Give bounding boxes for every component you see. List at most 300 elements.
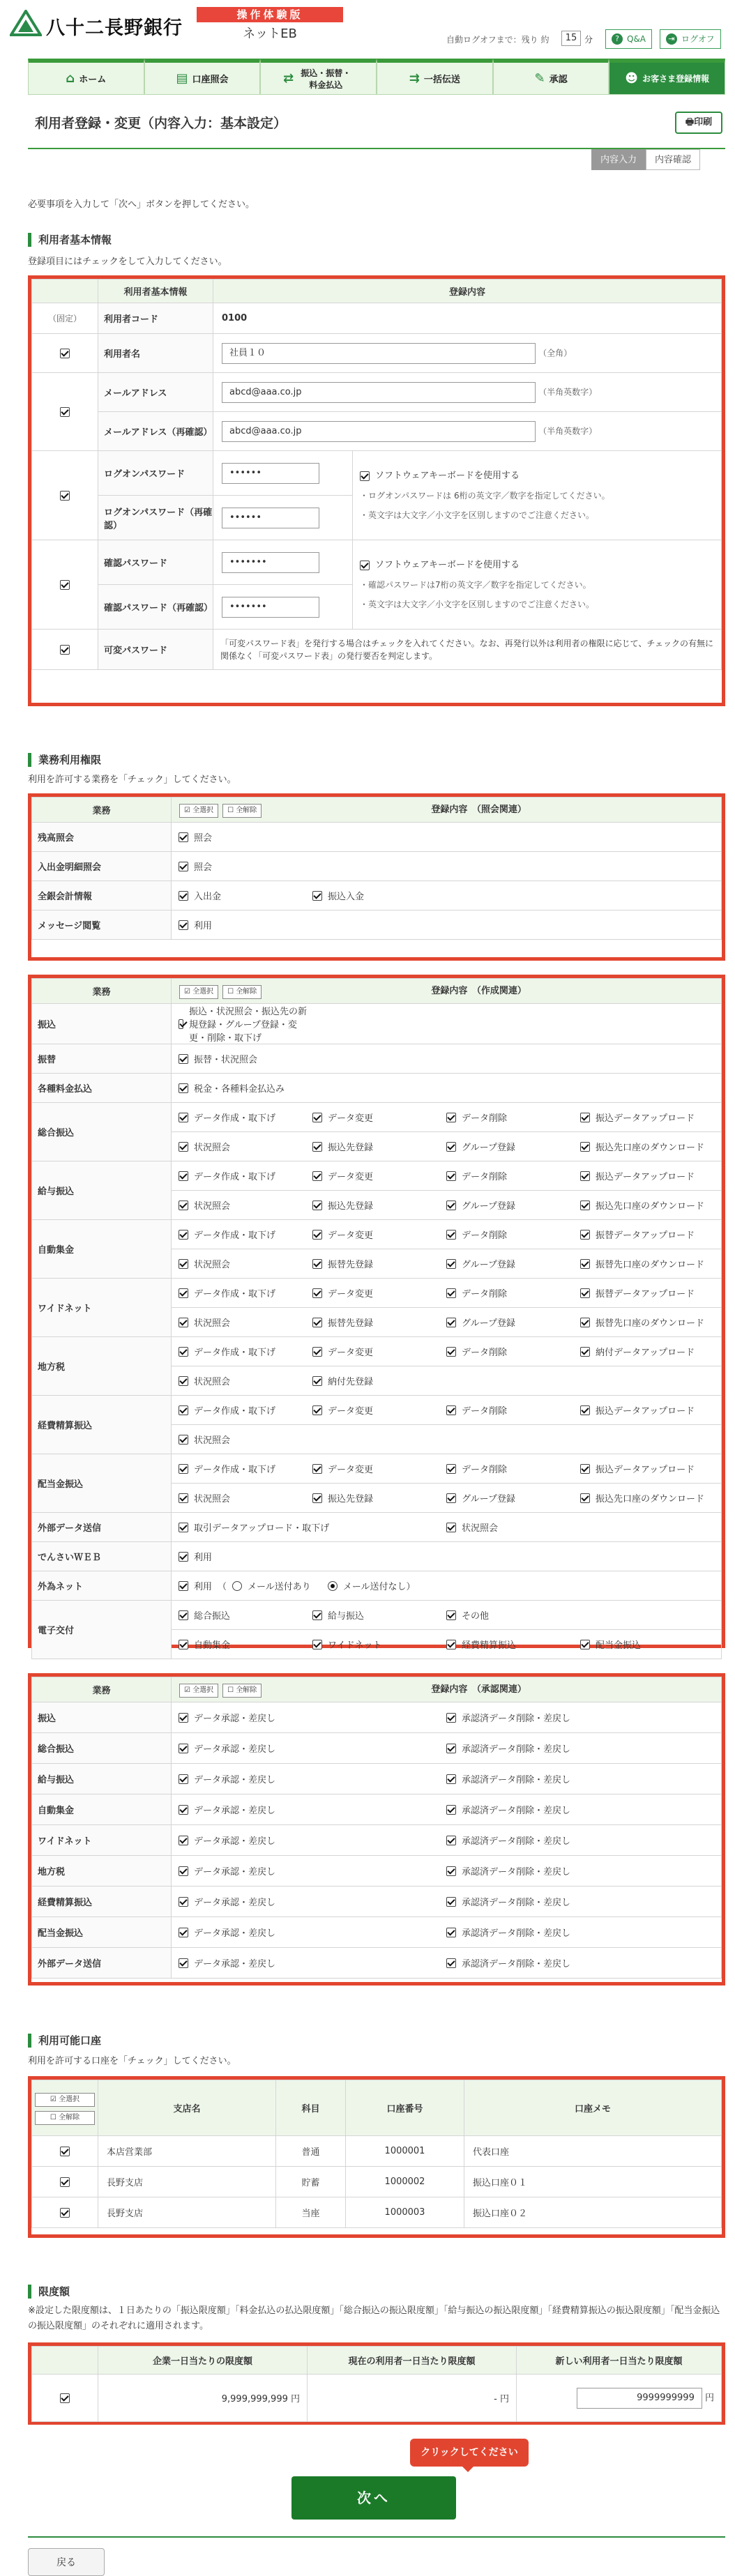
perm-option[interactable]	[580, 1462, 714, 1475]
account-type: 普通	[276, 2136, 346, 2167]
perm-option[interactable]	[580, 1403, 714, 1417]
perm-option[interactable]	[580, 1111, 714, 1124]
mail-confirm-input[interactable]: abcd@aaa.co.jp	[222, 421, 536, 442]
col-biz-3: 業務	[32, 1677, 172, 1702]
perm-label: グループ登録	[462, 1494, 515, 1504]
account-branch: 長野支店	[98, 2167, 276, 2197]
biz-name: 電子交付	[32, 1601, 172, 1659]
mail-input[interactable]: abcd@aaa.co.jp	[222, 382, 536, 403]
perm-option[interactable]	[446, 1521, 714, 1534]
perm-option[interactable]	[312, 1638, 446, 1651]
perm-option[interactable]	[179, 1140, 312, 1153]
perm-option[interactable]	[446, 1638, 580, 1651]
perm-label: 振込先口座のダウンロード	[596, 1201, 705, 1212]
perm-option[interactable]	[312, 1111, 446, 1124]
perm-option[interactable]	[312, 1257, 446, 1270]
checkbox[interactable]	[446, 1744, 456, 1753]
company-limit-value: 9,999,999,999 円	[98, 2375, 308, 2422]
back-button[interactable]: 戻る	[28, 2548, 105, 2576]
perm-option[interactable]	[179, 1198, 312, 1212]
perm-option[interactable]	[179, 1169, 312, 1182]
conf-sw-kb-checkbox[interactable]	[360, 561, 370, 570]
logon-pw-note: ・ログオンパスワードは 6桁の英文字／数字を指定してください。	[360, 490, 610, 501]
checkbox[interactable]	[179, 1744, 188, 1753]
perm-option[interactable]	[312, 1169, 446, 1182]
checkbox[interactable]	[312, 1318, 322, 1327]
t2-options	[172, 1308, 722, 1337]
t1-options	[172, 823, 722, 852]
logon-pw-checkbox[interactable]	[60, 491, 70, 501]
perm-option[interactable]	[580, 1140, 714, 1153]
var-pw-checkbox[interactable]	[60, 645, 70, 655]
checkbox[interactable]	[312, 1493, 322, 1503]
basic-info-table	[31, 279, 722, 670]
perm-option[interactable]	[580, 1491, 714, 1504]
checkbox[interactable]	[580, 1201, 590, 1210]
denshi-label: 配当金振込	[596, 1640, 642, 1651]
logon-sw-kb-checkbox[interactable]	[360, 471, 370, 481]
denshi-label: 給与振込	[328, 1611, 365, 1622]
checkbox[interactable]	[580, 1113, 590, 1122]
perm-option[interactable]	[179, 1521, 446, 1534]
perm-option[interactable]	[312, 1286, 446, 1300]
checkbox[interactable]	[179, 920, 188, 930]
user-name-input[interactable]: 社員１０	[222, 343, 536, 364]
checkbox[interactable]	[179, 1610, 188, 1620]
perm-option[interactable]	[179, 1462, 312, 1475]
perm-label: データ変更	[328, 1289, 374, 1300]
perm-option[interactable]	[179, 1956, 446, 1969]
checkbox[interactable]	[446, 1230, 456, 1240]
checkbox[interactable]	[179, 1774, 188, 1784]
header	[0, 0, 735, 54]
perm-option[interactable]	[446, 1345, 580, 1358]
t2-options	[172, 1220, 722, 1249]
perm-option[interactable]	[179, 1864, 446, 1877]
nav-customer-info[interactable]: ☻ お客さま登録情報	[609, 59, 725, 95]
section-limit-heading: 限度額	[28, 2285, 70, 2299]
option-grid	[172, 1772, 721, 1785]
checkbox[interactable]	[446, 1805, 456, 1815]
perm-option[interactable]	[179, 918, 312, 931]
next-button[interactable]: 次へ	[291, 2476, 456, 2520]
checkbox[interactable]	[179, 1171, 188, 1181]
perm-label: データ削除	[462, 1113, 508, 1124]
perm-option[interactable]	[312, 889, 446, 902]
approve-label: データ承認・差戻し	[194, 1775, 276, 1785]
checkbox[interactable]	[179, 1288, 188, 1298]
checkbox[interactable]	[312, 1113, 322, 1122]
checkbox[interactable]	[580, 1259, 590, 1269]
perm-label: データ作成・取下げ	[194, 1289, 276, 1300]
biz-name: 総合振込	[32, 1103, 172, 1161]
option-grid	[172, 830, 721, 844]
account-checkbox[interactable]	[60, 2208, 70, 2218]
perm-option[interactable]	[179, 1834, 446, 1847]
perm-label: 振込データアップロード	[596, 1465, 695, 1475]
perm-option[interactable]	[446, 1462, 580, 1475]
biz-name: 振込	[32, 1702, 172, 1733]
perm-option[interactable]	[312, 1140, 446, 1153]
perm-create-box	[28, 975, 725, 1651]
option-grid	[172, 1462, 721, 1475]
checkbox[interactable]	[179, 1928, 188, 1937]
checkbox[interactable]	[179, 1493, 188, 1503]
perm-inquiry-table	[31, 797, 722, 940]
perm-label: 振込・状況照会・振込先の新規登録・グループ登録・変更・削除・取下げ	[188, 1007, 307, 1044]
conf-pw-confirm-input[interactable]: •••••••	[222, 597, 319, 618]
conf-pw-checkbox[interactable]	[60, 580, 70, 590]
perm-option[interactable]	[580, 1286, 714, 1300]
checkbox[interactable]	[580, 1230, 590, 1240]
checkbox[interactable]	[179, 1259, 188, 1269]
perm-option[interactable]	[580, 1198, 714, 1212]
checkbox[interactable]	[179, 1866, 188, 1876]
t3-options	[172, 1856, 722, 1887]
perm-label: データ作成・取下げ	[194, 1113, 276, 1124]
perm-option[interactable]	[446, 1198, 580, 1212]
t2-options	[172, 1425, 722, 1454]
perm-option[interactable]	[580, 1638, 714, 1651]
checkbox[interactable]	[179, 832, 188, 842]
perm-option[interactable]	[179, 830, 312, 844]
bulk-send-icon: ⇉	[409, 71, 420, 86]
t2-options	[172, 1484, 722, 1513]
checkbox[interactable]	[179, 1318, 188, 1327]
option-grid	[172, 1956, 721, 1969]
gaitame-use-checkbox[interactable]	[179, 1581, 188, 1591]
perm-option[interactable]	[446, 1111, 580, 1124]
checkbox[interactable]	[446, 1928, 456, 1937]
perm-option[interactable]	[446, 1140, 580, 1153]
perm-label: 振替・状況照会	[194, 1055, 258, 1065]
checkbox[interactable]	[312, 1259, 322, 1269]
checkbox[interactable]	[446, 1464, 456, 1474]
perm-option[interactable]	[312, 1198, 446, 1212]
perm-option[interactable]	[446, 1257, 580, 1270]
checkbox[interactable]	[312, 1201, 322, 1210]
perm-option[interactable]	[580, 1257, 714, 1270]
checkbox[interactable]	[446, 1866, 456, 1876]
option-grid	[172, 1257, 721, 1270]
checkbox[interactable]	[312, 1288, 322, 1298]
checkbox[interactable]	[179, 1083, 188, 1093]
perm-option[interactable]	[446, 1803, 714, 1816]
nav-home[interactable]: ⌂ ホーム	[28, 59, 144, 95]
checkbox[interactable]	[179, 1201, 188, 1210]
perm-option[interactable]	[446, 1742, 714, 1755]
perm-label: グループ登録	[462, 1201, 515, 1212]
perm-option[interactable]	[446, 1711, 714, 1724]
nav-transfer[interactable]: ⇄ 振込・振替・料金払込	[260, 59, 377, 95]
checkbox[interactable]	[580, 1347, 590, 1357]
checkbox[interactable]	[446, 1201, 456, 1210]
perm-option[interactable]	[179, 1803, 446, 1816]
biz-name: 経費精算振込	[32, 1396, 172, 1454]
perm-label: 状況照会	[194, 1201, 231, 1212]
option-grid	[172, 1521, 721, 1534]
checkbox[interactable]	[446, 1113, 456, 1122]
checkbox[interactable]	[446, 1836, 456, 1845]
perm-option[interactable]	[446, 1956, 714, 1969]
checkbox[interactable]	[580, 1464, 590, 1474]
perm-label: データ変更	[328, 1348, 374, 1358]
perm-option[interactable]	[179, 1772, 446, 1785]
perm-option[interactable]	[446, 1491, 580, 1504]
checkbox[interactable]	[179, 1805, 188, 1815]
perm-option[interactable]	[312, 1228, 446, 1241]
perm-option[interactable]	[446, 1228, 580, 1241]
checkbox[interactable]	[179, 1640, 188, 1649]
perm-option[interactable]	[179, 1638, 312, 1651]
perm-option[interactable]	[179, 1004, 312, 1044]
checkbox[interactable]	[580, 1318, 590, 1327]
checkbox[interactable]	[179, 1435, 188, 1445]
checkbox[interactable]	[446, 1493, 456, 1503]
biz-name: 給与振込	[32, 1161, 172, 1220]
perm-option[interactable]	[312, 1491, 446, 1504]
trial-badge: 操作体験版	[197, 7, 343, 22]
checkbox[interactable]	[179, 1958, 188, 1968]
checkbox[interactable]	[312, 1347, 322, 1357]
t2-options	[172, 1103, 722, 1132]
user-name-checkbox[interactable]	[60, 349, 70, 358]
checkbox[interactable]	[446, 1405, 456, 1415]
option-grid	[172, 1081, 721, 1095]
checkbox[interactable]	[312, 1376, 322, 1386]
perm-option[interactable]	[179, 1052, 312, 1065]
page-title: 利用者登録・変更（内容入力：基本設定）	[28, 98, 725, 149]
perm-option[interactable]	[179, 1550, 312, 1563]
perm-option[interactable]	[179, 860, 312, 873]
logon-pw-input[interactable]: ••••••	[222, 463, 319, 484]
perm-label: データ削除	[462, 1465, 508, 1475]
perm-label: 振替データアップロード	[596, 1230, 695, 1241]
checkbox[interactable]	[312, 1610, 322, 1620]
checkbox[interactable]	[446, 1640, 456, 1649]
approve-label: データ承認・差戻し	[194, 1744, 276, 1755]
checkbox[interactable]	[179, 1376, 188, 1386]
limit-checkbox[interactable]	[60, 2393, 70, 2403]
perm-option[interactable]	[179, 1374, 312, 1387]
perm-option[interactable]	[179, 1228, 312, 1241]
perm-label: 振込先登録	[328, 1201, 374, 1212]
checkbox[interactable]	[446, 1142, 456, 1152]
perm-option[interactable]	[179, 1345, 312, 1358]
col-company-limit: 企業一日当たりの限度額	[98, 2347, 308, 2375]
col-content: 登録内容	[213, 280, 722, 303]
mail-checkbox[interactable]	[60, 407, 70, 417]
perm-option[interactable]	[312, 1462, 446, 1475]
checkbox[interactable]	[446, 1523, 456, 1532]
checkbox[interactable]	[446, 1958, 456, 1968]
perm-option[interactable]	[179, 1895, 446, 1908]
paren: （	[218, 1582, 227, 1592]
option-grid	[172, 1403, 721, 1417]
checkbox[interactable]	[312, 891, 322, 901]
checkbox[interactable]	[446, 1288, 456, 1298]
checkbox[interactable]	[580, 1142, 590, 1152]
option-grid	[172, 1198, 721, 1212]
new-limit-input[interactable]: 9999999999	[577, 2388, 702, 2409]
perm-option[interactable]	[446, 1608, 580, 1622]
perm-label: 照会	[194, 862, 213, 873]
perm-option[interactable]	[580, 1169, 714, 1182]
checkbox[interactable]	[446, 1610, 456, 1620]
logon-pw-confirm-input[interactable]: ••••••	[222, 508, 319, 528]
perm-option[interactable]	[179, 1111, 312, 1124]
perm-option[interactable]	[179, 889, 312, 902]
clear-all-button[interactable]: ☐ 全解除	[222, 1684, 262, 1698]
checkbox[interactable]	[179, 1142, 188, 1152]
checkbox[interactable]	[179, 1019, 183, 1029]
perm-option[interactable]	[179, 1081, 312, 1095]
checkbox[interactable]	[446, 1171, 456, 1181]
perm-label: 状況照会	[194, 1260, 231, 1270]
checkbox[interactable]	[580, 1640, 590, 1649]
perm-label: 振替先登録	[328, 1260, 374, 1270]
denshi-label: 経費精算振込	[462, 1640, 517, 1651]
perm-label: 納付データアップロード	[596, 1348, 695, 1358]
perm-label: 振替先登録	[328, 1318, 374, 1329]
checkbox[interactable]	[312, 1171, 322, 1181]
conf-pw-input[interactable]: •••••••	[222, 552, 319, 573]
checkbox[interactable]	[446, 1897, 456, 1907]
perm-option[interactable]	[580, 1316, 714, 1329]
perm-option[interactable]	[312, 1345, 446, 1358]
checkbox[interactable]	[446, 1713, 456, 1723]
checkbox[interactable]	[446, 1318, 456, 1327]
perm-option[interactable]	[312, 1374, 446, 1387]
account-checkbox[interactable]	[60, 2177, 70, 2187]
t1-options	[172, 852, 722, 881]
checkbox[interactable]	[580, 1171, 590, 1181]
perm-option[interactable]	[179, 1491, 312, 1504]
perm-option[interactable]	[179, 1926, 446, 1939]
checkbox[interactable]	[179, 1113, 188, 1122]
nav-account-inquiry[interactable]: ▤ 口座照会	[144, 59, 261, 95]
checkbox[interactable]	[179, 1054, 188, 1064]
nav-bulk-transmission[interactable]: ⇉ 一括伝送	[377, 59, 493, 95]
checkbox[interactable]	[179, 862, 188, 871]
perm-option[interactable]	[312, 1608, 446, 1622]
checkbox[interactable]	[580, 1405, 590, 1415]
print-button[interactable]: 🖶印刷	[675, 112, 722, 134]
checkbox[interactable]	[446, 1774, 456, 1784]
clear-all-button[interactable]: ☐ 全解除	[222, 804, 262, 818]
perm-option[interactable]	[446, 1864, 714, 1877]
account-checkbox[interactable]	[60, 2147, 70, 2156]
mail-on-radio[interactable]	[232, 1581, 242, 1591]
checkbox[interactable]	[179, 1713, 188, 1723]
checkbox[interactable]	[312, 1142, 322, 1152]
select-all-button[interactable]: ☑ 全選択	[179, 804, 218, 818]
checkbox[interactable]	[446, 1259, 456, 1269]
perm-label: データ削除	[462, 1172, 508, 1182]
perm-option[interactable]	[446, 1316, 580, 1329]
perm-option[interactable]	[179, 1742, 446, 1755]
main-nav	[28, 59, 725, 95]
biz-name: 全銀会計情報	[32, 881, 172, 910]
nav-approval[interactable]: ✎ 承認	[493, 59, 609, 95]
checkbox[interactable]	[179, 1836, 188, 1845]
checkbox[interactable]	[179, 1523, 188, 1532]
perm-option[interactable]	[312, 1403, 446, 1417]
checkbox[interactable]	[179, 1347, 188, 1357]
perm-option[interactable]	[179, 1257, 312, 1270]
checkbox[interactable]	[179, 891, 188, 901]
perm-option[interactable]	[312, 1316, 446, 1329]
perm-option[interactable]	[179, 1711, 446, 1724]
checkbox[interactable]	[179, 1552, 188, 1562]
option-grid	[172, 1169, 721, 1182]
checkbox[interactable]	[580, 1288, 590, 1298]
biz-name: でんさいＷＥＢ	[32, 1542, 172, 1571]
t3-options	[172, 1917, 722, 1948]
checkbox[interactable]	[179, 1897, 188, 1907]
perm-option[interactable]	[580, 1228, 714, 1241]
col-type: 科目	[276, 2080, 346, 2136]
perm-option[interactable]	[179, 1403, 312, 1417]
logon-pw2-label: ログオンパスワード（再確認）	[98, 496, 213, 540]
perm-option[interactable]	[446, 1286, 580, 1300]
option-grid	[172, 1491, 721, 1504]
perm-option[interactable]	[446, 1403, 580, 1417]
perm-option[interactable]	[446, 1772, 714, 1785]
t3-options	[172, 1764, 722, 1794]
checkbox[interactable]	[312, 1405, 322, 1415]
checkbox[interactable]	[179, 1230, 188, 1240]
mail-off-radio[interactable]	[328, 1581, 338, 1591]
perm-label: データ変更	[328, 1406, 374, 1417]
limit-box	[28, 2342, 725, 2425]
select-all-button[interactable]: ☑ 全選択	[179, 985, 218, 999]
checkbox[interactable]	[312, 1464, 322, 1474]
approve-delete-label: 承認済データ削除・差戻し	[462, 1898, 571, 1908]
qa-button[interactable]: ? Q&A	[605, 29, 652, 49]
perm-option[interactable]	[446, 1834, 714, 1847]
checkbox[interactable]	[312, 1640, 322, 1649]
checkbox[interactable]	[179, 1405, 188, 1415]
option-grid	[172, 1895, 721, 1908]
conf-pw-label: 確認パスワード	[98, 540, 213, 585]
clear-all-button[interactable]: ☐ 全解除	[222, 985, 262, 999]
checkbox[interactable]	[312, 1230, 322, 1240]
option-grid	[172, 1433, 721, 1446]
gaitame-row	[179, 1579, 721, 1592]
perm-label: 状況照会	[462, 1523, 499, 1534]
perm-option[interactable]	[179, 1608, 312, 1622]
table-row	[32, 2136, 722, 2167]
accounts-clear-all[interactable]: ☐ 全解除	[35, 2111, 95, 2125]
logoff-button[interactable]: ⇥ ログオフ	[660, 29, 721, 49]
perm-option[interactable]	[446, 1169, 580, 1182]
select-all-button[interactable]: ☑ 全選択	[179, 1684, 218, 1698]
perm-option[interactable]	[179, 1286, 312, 1300]
checkbox[interactable]	[580, 1493, 590, 1503]
accounts-select-all[interactable]: ☑ 全選択	[35, 2093, 95, 2107]
perm-option[interactable]	[446, 1926, 714, 1939]
checkbox[interactable]	[446, 1347, 456, 1357]
perm-option[interactable]	[580, 1345, 714, 1358]
option-grid	[172, 1111, 721, 1124]
biz-name: 自動集金	[32, 1220, 172, 1279]
perm-option[interactable]	[446, 1895, 714, 1908]
denshi-options	[172, 1630, 722, 1659]
perm-option[interactable]	[179, 1316, 312, 1329]
checkbox[interactable]	[179, 1464, 188, 1474]
perm-option[interactable]	[179, 1433, 312, 1446]
